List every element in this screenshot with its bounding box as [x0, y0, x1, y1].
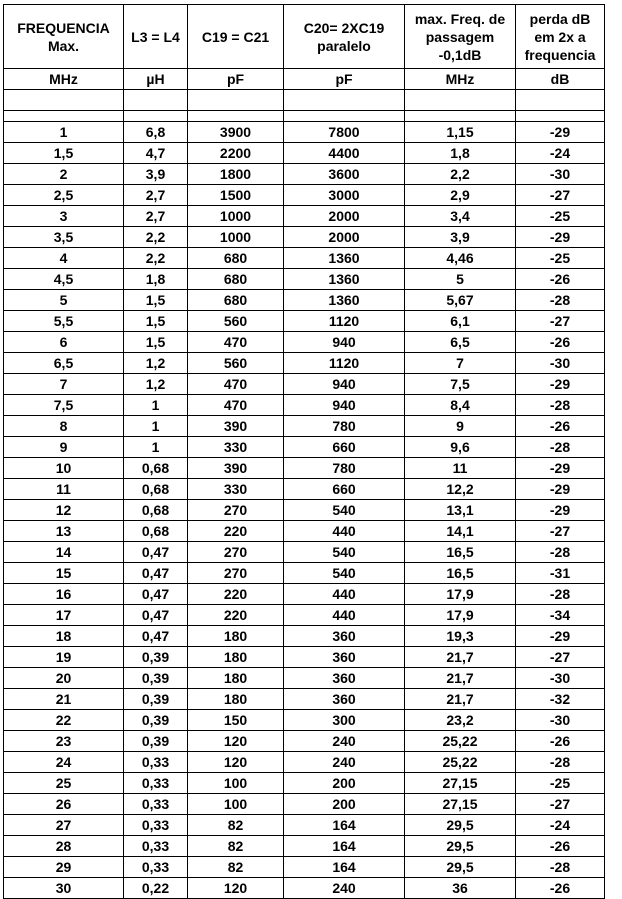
header-label: FREQUENCIA Max.: [17, 19, 110, 54]
freq-cell[interactable]: 12: [4, 500, 124, 521]
c19-cell[interactable]: 100: [188, 773, 284, 794]
table-row: [4, 374, 605, 395]
blank-row: [4, 90, 605, 111]
freq-cell[interactable]: 11: [4, 479, 124, 500]
max-freq-cell[interactable]: 29,5: [405, 857, 516, 878]
freq-cell[interactable]: 17: [4, 605, 124, 626]
unit-cell[interactable]: pF: [188, 69, 284, 90]
inductance-cell[interactable]: 1,5: [124, 332, 188, 353]
empty-cell[interactable]: [188, 90, 284, 111]
max-freq-cell[interactable]: 23,2: [405, 710, 516, 731]
loss-cell[interactable]: -26: [516, 416, 605, 437]
loss-cell[interactable]: -24: [516, 143, 605, 164]
loss-cell[interactable]: -30: [516, 353, 605, 374]
c19-cell[interactable]: 270: [188, 542, 284, 563]
c19-cell[interactable]: 330: [188, 479, 284, 500]
inductance-cell[interactable]: 1,5: [124, 290, 188, 311]
c20-cell[interactable]: 164: [284, 857, 405, 878]
c19-cell[interactable]: 82: [188, 857, 284, 878]
freq-cell[interactable]: 3: [4, 206, 124, 227]
inductance-cell[interactable]: 0,39: [124, 647, 188, 668]
freq-cell[interactable]: 21: [4, 689, 124, 710]
c19-cell[interactable]: 560: [188, 353, 284, 374]
freq-cell[interactable]: 7: [4, 374, 124, 395]
loss-cell[interactable]: -28: [516, 395, 605, 416]
inductance-cell[interactable]: 0,33: [124, 794, 188, 815]
freq-cell[interactable]: 1,5: [4, 143, 124, 164]
max-freq-cell[interactable]: 3,4: [405, 206, 516, 227]
max-freq-cell[interactable]: 27,15: [405, 773, 516, 794]
freq-cell[interactable]: 13: [4, 521, 124, 542]
table-row: [4, 206, 605, 227]
inductance-cell[interactable]: 2,2: [124, 227, 188, 248]
freq-cell[interactable]: 30: [4, 878, 124, 899]
freq-cell[interactable]: 3,5: [4, 227, 124, 248]
loss-cell[interactable]: -26: [516, 836, 605, 857]
inductance-cell[interactable]: 0,68: [124, 458, 188, 479]
empty-cell[interactable]: [284, 90, 405, 111]
freq-cell[interactable]: 26: [4, 794, 124, 815]
table-row: [4, 437, 605, 458]
max-freq-cell[interactable]: 25,22: [405, 731, 516, 752]
c19-cell[interactable]: 1500: [188, 185, 284, 206]
max-freq-cell[interactable]: 17,9: [405, 605, 516, 626]
loss-cell[interactable]: -28: [516, 584, 605, 605]
c19-cell[interactable]: 680: [188, 290, 284, 311]
loss-cell[interactable]: -34: [516, 605, 605, 626]
max-freq-cell[interactable]: 1,8: [405, 143, 516, 164]
empty-cell[interactable]: [124, 111, 188, 122]
max-freq-cell[interactable]: 5: [405, 269, 516, 290]
empty-cell[interactable]: [4, 111, 124, 122]
c20-cell[interactable]: 660: [284, 437, 405, 458]
loss-cell[interactable]: -29: [516, 458, 605, 479]
c19-cell[interactable]: 2200: [188, 143, 284, 164]
empty-cell[interactable]: [4, 90, 124, 111]
c19-cell[interactable]: 680: [188, 269, 284, 290]
table-row: [4, 458, 605, 479]
table-row: [4, 290, 605, 311]
freq-cell[interactable]: 20: [4, 668, 124, 689]
inductance-cell[interactable]: 2,7: [124, 185, 188, 206]
c20-cell[interactable]: 240: [284, 731, 405, 752]
loss-cell[interactable]: -29: [516, 479, 605, 500]
empty-cell[interactable]: [405, 90, 516, 111]
c19-cell[interactable]: 150: [188, 710, 284, 731]
c20-cell[interactable]: 540: [284, 563, 405, 584]
header-cell-c20[interactable]: [284, 5, 405, 69]
c20-cell[interactable]: 164: [284, 836, 405, 857]
c19-cell[interactable]: 220: [188, 521, 284, 542]
loss-cell[interactable]: -26: [516, 878, 605, 899]
c19-cell[interactable]: 82: [188, 815, 284, 836]
max-freq-cell[interactable]: 29,5: [405, 836, 516, 857]
c20-cell[interactable]: 540: [284, 542, 405, 563]
c19-cell[interactable]: 470: [188, 395, 284, 416]
header-label: C19 = C21: [201, 28, 270, 45]
max-freq-cell[interactable]: 29,5: [405, 815, 516, 836]
inductance-cell[interactable]: 0,39: [124, 668, 188, 689]
c20-cell[interactable]: 240: [284, 752, 405, 773]
c20-cell[interactable]: 540: [284, 500, 405, 521]
freq-cell[interactable]: 15: [4, 563, 124, 584]
loss-cell[interactable]: -27: [516, 311, 605, 332]
table-row: [4, 794, 605, 815]
c20-cell[interactable]: 940: [284, 374, 405, 395]
max-freq-cell[interactable]: 14,1: [405, 521, 516, 542]
freq-cell[interactable]: 14: [4, 542, 124, 563]
loss-cell[interactable]: -32: [516, 689, 605, 710]
c20-cell[interactable]: 200: [284, 794, 405, 815]
freq-cell[interactable]: 28: [4, 836, 124, 857]
c19-cell[interactable]: 1000: [188, 206, 284, 227]
c20-cell[interactable]: 360: [284, 626, 405, 647]
inductance-cell[interactable]: 2,7: [124, 206, 188, 227]
c20-cell[interactable]: 780: [284, 416, 405, 437]
freq-cell[interactable]: 1: [4, 122, 124, 143]
c20-cell[interactable]: 3600: [284, 164, 405, 185]
freq-cell[interactable]: 6: [4, 332, 124, 353]
table-row: [4, 689, 605, 710]
table-row: [4, 500, 605, 521]
max-freq-cell[interactable]: 3,9: [405, 227, 516, 248]
empty-cell[interactable]: [284, 111, 405, 122]
header-cell-max-freq[interactable]: [405, 5, 516, 69]
c20-cell[interactable]: 360: [284, 689, 405, 710]
inductance-cell[interactable]: 0,47: [124, 584, 188, 605]
table-row: [4, 731, 605, 752]
freq-cell[interactable]: 23: [4, 731, 124, 752]
c20-cell[interactable]: 200: [284, 773, 405, 794]
c20-cell[interactable]: 940: [284, 332, 405, 353]
table-row: [4, 269, 605, 290]
c19-cell[interactable]: 1800: [188, 164, 284, 185]
c20-cell[interactable]: 2000: [284, 206, 405, 227]
loss-cell[interactable]: -28: [516, 857, 605, 878]
table-row: [4, 248, 605, 269]
loss-cell[interactable]: -31: [516, 563, 605, 584]
loss-cell[interactable]: -29: [516, 626, 605, 647]
c19-cell[interactable]: 560: [188, 311, 284, 332]
inductance-cell[interactable]: 1: [124, 437, 188, 458]
loss-cell[interactable]: -29: [516, 374, 605, 395]
empty-cell[interactable]: [188, 111, 284, 122]
c20-cell[interactable]: 7800: [284, 122, 405, 143]
table-row: [4, 227, 605, 248]
freq-cell[interactable]: 29: [4, 857, 124, 878]
loss-cell[interactable]: -25: [516, 248, 605, 269]
inductance-cell[interactable]: 1: [124, 395, 188, 416]
c20-cell[interactable]: 360: [284, 647, 405, 668]
inductance-cell[interactable]: 2,2: [124, 248, 188, 269]
loss-cell[interactable]: -27: [516, 794, 605, 815]
max-freq-cell[interactable]: 21,7: [405, 647, 516, 668]
max-freq-cell[interactable]: 21,7: [405, 668, 516, 689]
c20-cell[interactable]: 1120: [284, 353, 405, 374]
c19-cell[interactable]: 270: [188, 500, 284, 521]
loss-cell[interactable]: -28: [516, 752, 605, 773]
c19-cell[interactable]: 220: [188, 605, 284, 626]
table-row: [4, 395, 605, 416]
freq-cell[interactable]: 4: [4, 248, 124, 269]
max-freq-cell[interactable]: 9: [405, 416, 516, 437]
table-row: [4, 332, 605, 353]
table-row: [4, 710, 605, 731]
table-row: [4, 542, 605, 563]
table-row: [4, 773, 605, 794]
inductance-cell[interactable]: 1,5: [124, 311, 188, 332]
unit-cell[interactable]: pF: [284, 69, 405, 90]
max-freq-cell[interactable]: 7: [405, 353, 516, 374]
inductance-cell[interactable]: 0,39: [124, 689, 188, 710]
loss-cell[interactable]: -26: [516, 731, 605, 752]
max-freq-cell[interactable]: 27,15: [405, 794, 516, 815]
c20-cell[interactable]: 164: [284, 815, 405, 836]
loss-cell[interactable]: -24: [516, 815, 605, 836]
max-freq-cell[interactable]: 6,5: [405, 332, 516, 353]
inductance-cell[interactable]: 0,22: [124, 878, 188, 899]
max-freq-cell[interactable]: 21,7: [405, 689, 516, 710]
table-row: [4, 353, 605, 374]
header-cell-inductor[interactable]: [124, 5, 188, 69]
max-freq-cell[interactable]: 11: [405, 458, 516, 479]
c20-cell[interactable]: 240: [284, 878, 405, 899]
c20-cell[interactable]: 3000: [284, 185, 405, 206]
max-freq-cell[interactable]: 17,9: [405, 584, 516, 605]
empty-cell[interactable]: [516, 90, 605, 111]
max-freq-cell[interactable]: 13,1: [405, 500, 516, 521]
inductance-cell[interactable]: 0,47: [124, 542, 188, 563]
c19-cell[interactable]: 220: [188, 584, 284, 605]
inductance-cell[interactable]: 4,7: [124, 143, 188, 164]
c19-cell[interactable]: 330: [188, 437, 284, 458]
empty-cell[interactable]: [405, 111, 516, 122]
table-row: [4, 563, 605, 584]
freq-cell[interactable]: 16: [4, 584, 124, 605]
inductance-cell[interactable]: 0,39: [124, 710, 188, 731]
c19-cell[interactable]: 180: [188, 626, 284, 647]
loss-cell[interactable]: -30: [516, 164, 605, 185]
inductance-cell[interactable]: 0,68: [124, 500, 188, 521]
max-freq-cell[interactable]: 7,5: [405, 374, 516, 395]
table-row: [4, 836, 605, 857]
table-row: [4, 416, 605, 437]
c19-cell[interactable]: 3900: [188, 122, 284, 143]
loss-cell[interactable]: -25: [516, 206, 605, 227]
freq-cell[interactable]: 4,5: [4, 269, 124, 290]
loss-cell[interactable]: -27: [516, 185, 605, 206]
freq-cell[interactable]: 24: [4, 752, 124, 773]
freq-cell[interactable]: 2: [4, 164, 124, 185]
freq-cell[interactable]: 8: [4, 416, 124, 437]
c19-cell[interactable]: 120: [188, 731, 284, 752]
inductance-cell[interactable]: 0,47: [124, 563, 188, 584]
header-label: perda dB em 2x a frequencia: [524, 10, 596, 63]
table-row: [4, 521, 605, 542]
unit-cell[interactable]: MHz: [4, 69, 124, 90]
filter-component-table: [3, 4, 605, 899]
loss-cell[interactable]: -28: [516, 437, 605, 458]
c19-cell[interactable]: 180: [188, 689, 284, 710]
loss-cell[interactable]: -28: [516, 290, 605, 311]
table-row: [4, 185, 605, 206]
c20-cell[interactable]: 1120: [284, 311, 405, 332]
loss-cell[interactable]: -27: [516, 521, 605, 542]
table-row: [4, 122, 605, 143]
header-label: L3 = L4: [131, 28, 180, 45]
freq-cell[interactable]: 5,5: [4, 311, 124, 332]
table-row: [4, 143, 605, 164]
max-freq-cell[interactable]: 4,46: [405, 248, 516, 269]
c20-cell[interactable]: 780: [284, 458, 405, 479]
unit-cell[interactable]: dB: [516, 69, 605, 90]
table-row: [4, 311, 605, 332]
inductance-cell[interactable]: 1,8: [124, 269, 188, 290]
c19-cell[interactable]: 470: [188, 374, 284, 395]
max-freq-cell[interactable]: 8,4: [405, 395, 516, 416]
c19-cell[interactable]: 390: [188, 416, 284, 437]
header-label: C20= 2XC19 paralelo: [303, 19, 385, 54]
header-label: max. Freq. de passagem -0,1dB: [414, 10, 506, 63]
table-row: [4, 857, 605, 878]
empty-cell[interactable]: [516, 111, 605, 122]
max-freq-cell[interactable]: 25,22: [405, 752, 516, 773]
freq-cell[interactable]: 22: [4, 710, 124, 731]
spacer-row: [4, 111, 605, 122]
table-row: [4, 605, 605, 626]
max-freq-cell[interactable]: 16,5: [405, 542, 516, 563]
units-row: [4, 69, 605, 90]
max-freq-cell[interactable]: 19,3: [405, 626, 516, 647]
freq-cell[interactable]: 19: [4, 647, 124, 668]
c19-cell[interactable]: 1000: [188, 227, 284, 248]
loss-cell[interactable]: -25: [516, 773, 605, 794]
c19-cell[interactable]: 390: [188, 458, 284, 479]
table-row: [4, 584, 605, 605]
freq-cell[interactable]: 25: [4, 773, 124, 794]
loss-cell[interactable]: -26: [516, 269, 605, 290]
c20-cell[interactable]: 1360: [284, 269, 405, 290]
c20-cell[interactable]: 1360: [284, 290, 405, 311]
c20-cell[interactable]: 360: [284, 668, 405, 689]
c20-cell[interactable]: 660: [284, 479, 405, 500]
header-cell-perda[interactable]: [516, 5, 605, 69]
c19-cell[interactable]: 270: [188, 563, 284, 584]
c19-cell[interactable]: 180: [188, 668, 284, 689]
c20-cell[interactable]: 940: [284, 395, 405, 416]
max-freq-cell[interactable]: 36: [405, 878, 516, 899]
inductance-cell[interactable]: 0,39: [124, 731, 188, 752]
c20-cell[interactable]: 1360: [284, 248, 405, 269]
inductance-cell[interactable]: 0,33: [124, 836, 188, 857]
inductance-cell[interactable]: 0,68: [124, 479, 188, 500]
table-row: [4, 752, 605, 773]
inductance-cell[interactable]: 3,9: [124, 164, 188, 185]
c19-cell[interactable]: 120: [188, 878, 284, 899]
inductance-cell[interactable]: 0,33: [124, 857, 188, 878]
freq-cell[interactable]: 5: [4, 290, 124, 311]
max-freq-cell[interactable]: 9,6: [405, 437, 516, 458]
table-row: [4, 626, 605, 647]
c20-cell[interactable]: 300: [284, 710, 405, 731]
c19-cell[interactable]: 100: [188, 794, 284, 815]
loss-cell[interactable]: -27: [516, 647, 605, 668]
loss-cell[interactable]: -28: [516, 542, 605, 563]
c19-cell[interactable]: 680: [188, 248, 284, 269]
max-freq-cell[interactable]: 16,5: [405, 563, 516, 584]
freq-cell[interactable]: 9: [4, 437, 124, 458]
table-row: [4, 479, 605, 500]
table-row: [4, 164, 605, 185]
freq-cell[interactable]: 27: [4, 815, 124, 836]
loss-cell[interactable]: -29: [516, 122, 605, 143]
c19-cell[interactable]: 180: [188, 647, 284, 668]
inductance-cell[interactable]: 0,47: [124, 605, 188, 626]
table-row: [4, 815, 605, 836]
inductance-cell[interactable]: 0,68: [124, 521, 188, 542]
max-freq-cell[interactable]: 1,15: [405, 122, 516, 143]
loss-cell[interactable]: -30: [516, 668, 605, 689]
c20-cell[interactable]: 2000: [284, 227, 405, 248]
inductance-cell[interactable]: 0,33: [124, 752, 188, 773]
max-freq-cell[interactable]: 2,9: [405, 185, 516, 206]
c19-cell[interactable]: 470: [188, 332, 284, 353]
c20-cell[interactable]: 440: [284, 584, 405, 605]
max-freq-cell[interactable]: 6,1: [405, 311, 516, 332]
unit-cell[interactable]: MHz: [405, 69, 516, 90]
inductance-cell[interactable]: 1,2: [124, 374, 188, 395]
unit-cell[interactable]: µH: [124, 69, 188, 90]
loss-cell[interactable]: -29: [516, 227, 605, 248]
c20-cell[interactable]: 440: [284, 521, 405, 542]
max-freq-cell[interactable]: 12,2: [405, 479, 516, 500]
inductance-cell[interactable]: 0,33: [124, 773, 188, 794]
c20-cell[interactable]: 440: [284, 605, 405, 626]
loss-cell[interactable]: -29: [516, 500, 605, 521]
c20-cell[interactable]: 4400: [284, 143, 405, 164]
table-row: [4, 647, 605, 668]
freq-cell[interactable]: 18: [4, 626, 124, 647]
c19-cell[interactable]: 82: [188, 836, 284, 857]
max-freq-cell[interactable]: 5,67: [405, 290, 516, 311]
header-cell-c19[interactable]: [188, 5, 284, 69]
freq-cell[interactable]: 7,5: [4, 395, 124, 416]
inductance-cell[interactable]: 6,8: [124, 122, 188, 143]
max-freq-cell[interactable]: 2,2: [405, 164, 516, 185]
table-row: [4, 668, 605, 689]
inductance-cell[interactable]: 1,2: [124, 353, 188, 374]
table-row: [4, 878, 605, 899]
loss-cell[interactable]: -26: [516, 332, 605, 353]
header-row: [4, 5, 605, 69]
inductance-cell[interactable]: 0,47: [124, 626, 188, 647]
empty-cell[interactable]: [124, 90, 188, 111]
header-cell-frequencia[interactable]: [4, 5, 124, 69]
c19-cell[interactable]: 120: [188, 752, 284, 773]
freq-cell[interactable]: 2,5: [4, 185, 124, 206]
inductance-cell[interactable]: 0,33: [124, 815, 188, 836]
freq-cell[interactable]: 10: [4, 458, 124, 479]
inductance-cell[interactable]: 1: [124, 416, 188, 437]
loss-cell[interactable]: -30: [516, 710, 605, 731]
freq-cell[interactable]: 6,5: [4, 353, 124, 374]
